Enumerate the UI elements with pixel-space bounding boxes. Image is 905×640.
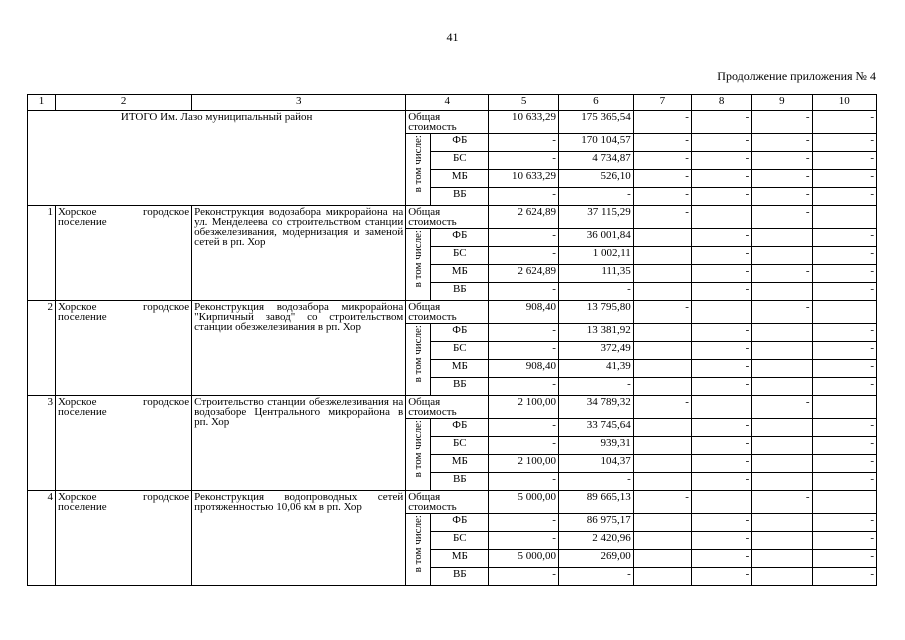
source-label: БС	[431, 437, 489, 455]
including-label	[406, 419, 431, 491]
appendix-caption: Продолжение приложения № 4	[717, 69, 876, 83]
value-cell-c10: -	[812, 342, 877, 360]
value-cell-c7: -	[633, 111, 691, 134]
source-label: МБ	[431, 550, 489, 568]
page-number: 41	[446, 30, 459, 44]
value-cell-c10: -	[812, 455, 877, 473]
value-cell-c7	[633, 473, 691, 491]
value-cell-c10: -	[812, 247, 877, 265]
value-cell-c6: -	[558, 378, 633, 396]
municipality: Хорское городское поселение	[56, 396, 192, 491]
value-cell-c5: 10 633,29	[489, 170, 559, 188]
value-cell-c5: 908,40	[489, 360, 559, 378]
value-cell-c10	[812, 491, 877, 514]
value-cell-c5: -	[489, 229, 559, 247]
header-cell: 7	[633, 95, 691, 111]
value-cell-c8: -	[691, 419, 751, 437]
value-cell-c9: -	[752, 206, 812, 229]
value-cell-c6: 372,49	[558, 342, 633, 360]
value-cell-c6: 34 789,32	[558, 396, 633, 419]
value-cell-c6: 33 745,64	[558, 419, 633, 437]
value-cell-c7	[633, 265, 691, 283]
value-cell-c7: -	[633, 396, 691, 419]
value-cell-c5: -	[489, 437, 559, 455]
header-cell: 5	[489, 95, 559, 111]
value-cell-c5: 2 100,00	[489, 455, 559, 473]
value-cell-c6: -	[558, 473, 633, 491]
value-cell-c6: 170 104,57	[558, 134, 633, 152]
value-cell-c9	[752, 283, 812, 301]
value-cell-c8	[691, 396, 751, 419]
value-cell-c6: 89 665,13	[558, 491, 633, 514]
value-cell-c5: 5 000,00	[489, 491, 559, 514]
header-cell: 10	[812, 95, 877, 111]
value-cell-c8: -	[691, 378, 751, 396]
item-number: 2	[28, 301, 56, 396]
value-cell-c9: -	[752, 396, 812, 419]
including-text: в том числе:	[412, 515, 425, 573]
value-cell-c6: 37 115,29	[558, 206, 633, 229]
value-cell-c10: -	[812, 229, 877, 247]
source-label: ВБ	[431, 473, 489, 491]
value-cell-c10: -	[812, 170, 877, 188]
value-cell-c9: -	[752, 134, 812, 152]
value-cell-c7	[633, 550, 691, 568]
header-cell: 6	[558, 95, 633, 111]
value-cell-c8: -	[691, 455, 751, 473]
value-cell-c10: -	[812, 152, 877, 170]
source-label: ВБ	[431, 568, 489, 586]
value-cell-c10: -	[812, 378, 877, 396]
item-row	[28, 491, 877, 514]
value-cell-c6: 939,31	[558, 437, 633, 455]
value-cell-c10: -	[812, 265, 877, 283]
value-cell-c9	[752, 550, 812, 568]
value-cell-c10	[812, 206, 877, 229]
value-cell-c8: -	[691, 568, 751, 586]
source-label: ВБ	[431, 378, 489, 396]
value-cell-c5: -	[489, 283, 559, 301]
item-row	[28, 206, 877, 229]
value-cell-c7: -	[633, 170, 691, 188]
value-cell-c5: -	[489, 134, 559, 152]
value-cell-c7	[633, 324, 691, 342]
value-cell-c9: -	[752, 170, 812, 188]
including-label	[406, 229, 431, 301]
value-cell-c5: -	[489, 568, 559, 586]
value-cell-c7	[633, 532, 691, 550]
header-cell: 8	[691, 95, 751, 111]
value-cell-c6: 86 975,17	[558, 514, 633, 532]
value-cell-c6: 1 002,11	[558, 247, 633, 265]
cost-label: Общая стоимость	[406, 111, 489, 134]
value-cell-c7: -	[633, 206, 691, 229]
value-cell-c5: -	[489, 247, 559, 265]
value-cell-c9: -	[752, 491, 812, 514]
including-text: в том числе:	[412, 135, 425, 193]
source-label: ВБ	[431, 283, 489, 301]
value-cell-c7	[633, 360, 691, 378]
value-cell-c6: 4 734,87	[558, 152, 633, 170]
source-label: ВБ	[431, 188, 489, 206]
object-name: Реконструкция водопроводных сетей протяженностью 10,06 км в рп. Хор	[192, 491, 406, 586]
value-cell-c6: 175 365,54	[558, 111, 633, 134]
including-text: в том числе:	[412, 325, 425, 383]
value-cell-c8: -	[691, 229, 751, 247]
value-cell-c9: -	[752, 111, 812, 134]
value-cell-c9	[752, 360, 812, 378]
source-label: МБ	[431, 265, 489, 283]
object-name: Реконструкция водозабора микрорайона на ул. Менделеева со строительством станции обезжелезивания, модернизация и заменой сетей в рп. Хор	[192, 206, 406, 301]
value-cell-c8: -	[691, 283, 751, 301]
value-cell-c7: -	[633, 134, 691, 152]
value-cell-c6: 269,00	[558, 550, 633, 568]
cost-label: Общая стоимость	[406, 206, 489, 229]
cost-label: Общая стоимость	[406, 396, 489, 419]
value-cell-c6: -	[558, 283, 633, 301]
value-cell-c10: -	[812, 188, 877, 206]
value-cell-c8: -	[691, 550, 751, 568]
value-cell-c9: -	[752, 152, 812, 170]
value-cell-c10: -	[812, 437, 877, 455]
value-cell-c9: -	[752, 265, 812, 283]
value-cell-c5: -	[489, 152, 559, 170]
source-label: ФБ	[431, 514, 489, 532]
value-cell-c6: 41,39	[558, 360, 633, 378]
value-cell-c7	[633, 455, 691, 473]
value-cell-c9	[752, 473, 812, 491]
header-cell: 1	[28, 95, 56, 111]
value-cell-c7	[633, 229, 691, 247]
value-cell-c6: 13 381,92	[558, 324, 633, 342]
source-label: ФБ	[431, 229, 489, 247]
value-cell-c10: -	[812, 473, 877, 491]
value-cell-c10: -	[812, 134, 877, 152]
total-label: ИТОГО Им. Лазо муниципальный район	[28, 111, 406, 206]
value-cell-c9	[752, 568, 812, 586]
including-label	[406, 514, 431, 586]
value-cell-c10: -	[812, 514, 877, 532]
value-cell-c6: 36 001,84	[558, 229, 633, 247]
value-cell-c5: -	[489, 188, 559, 206]
value-cell-c7: -	[633, 188, 691, 206]
cost-label: Общая стоимость	[406, 301, 489, 324]
value-cell-c7: -	[633, 301, 691, 324]
item-row	[28, 301, 877, 324]
value-cell-c7	[633, 437, 691, 455]
value-cell-c6: 13 795,80	[558, 301, 633, 324]
item-number: 3	[28, 396, 56, 491]
source-label: МБ	[431, 170, 489, 188]
value-cell-c6: -	[558, 568, 633, 586]
source-label: ФБ	[431, 134, 489, 152]
value-cell-c10: -	[812, 419, 877, 437]
object-name: Строительство станции обезжелезивания на водозаборе Центрального микрорайона в рп. Хор	[192, 396, 406, 491]
value-cell-c8: -	[691, 265, 751, 283]
including-label	[406, 134, 431, 206]
value-cell-c8: -	[691, 170, 751, 188]
value-cell-c9	[752, 378, 812, 396]
value-cell-c9	[752, 455, 812, 473]
total-row	[28, 111, 877, 134]
value-cell-c5: 2 624,89	[489, 206, 559, 229]
value-cell-c9	[752, 342, 812, 360]
value-cell-c5: 2 100,00	[489, 396, 559, 419]
item-number: 4	[28, 491, 56, 586]
header-cell: 4	[406, 95, 489, 111]
value-cell-c5: 10 633,29	[489, 111, 559, 134]
value-cell-c8	[691, 206, 751, 229]
cost-label: Общая стоимость	[406, 491, 489, 514]
value-cell-c5: -	[489, 378, 559, 396]
header-cell: 2	[56, 95, 192, 111]
value-cell-c5: -	[489, 514, 559, 532]
value-cell-c9	[752, 419, 812, 437]
value-cell-c8: -	[691, 152, 751, 170]
value-cell-c8: -	[691, 188, 751, 206]
header-cell: 9	[752, 95, 812, 111]
object-name: Реконструкция водозабора микрорайона "Кирпичный завод" со строительством станции обезжелезивания в рп. Хор	[192, 301, 406, 396]
value-cell-c10: -	[812, 568, 877, 586]
value-cell-c9: -	[752, 301, 812, 324]
program-table	[27, 94, 877, 586]
value-cell-c9	[752, 514, 812, 532]
value-cell-c6: 526,10	[558, 170, 633, 188]
value-cell-c7	[633, 283, 691, 301]
value-cell-c8: -	[691, 514, 751, 532]
value-cell-c8: -	[691, 111, 751, 134]
value-cell-c5: 908,40	[489, 301, 559, 324]
value-cell-c8: -	[691, 532, 751, 550]
value-cell-c6: 104,37	[558, 455, 633, 473]
value-cell-c8: -	[691, 324, 751, 342]
item-row	[28, 396, 877, 419]
value-cell-c5: -	[489, 324, 559, 342]
value-cell-c7	[633, 568, 691, 586]
including-text: в том числе:	[412, 420, 425, 478]
value-cell-c10	[812, 396, 877, 419]
source-label: ФБ	[431, 324, 489, 342]
value-cell-c10: -	[812, 550, 877, 568]
value-cell-c8: -	[691, 342, 751, 360]
value-cell-c9	[752, 229, 812, 247]
value-cell-c8: -	[691, 247, 751, 265]
value-cell-c10	[812, 301, 877, 324]
item-number: 1	[28, 206, 56, 301]
value-cell-c5: 5 000,00	[489, 550, 559, 568]
value-cell-c10: -	[812, 324, 877, 342]
value-cell-c10: -	[812, 283, 877, 301]
source-label: БС	[431, 342, 489, 360]
value-cell-c8	[691, 491, 751, 514]
header-cell: 3	[192, 95, 406, 111]
value-cell-c7: -	[633, 152, 691, 170]
source-label: МБ	[431, 455, 489, 473]
value-cell-c7	[633, 378, 691, 396]
source-label: БС	[431, 247, 489, 265]
value-cell-c9: -	[752, 188, 812, 206]
source-label: БС	[431, 152, 489, 170]
value-cell-c10: -	[812, 532, 877, 550]
value-cell-c9	[752, 532, 812, 550]
including-label	[406, 324, 431, 396]
value-cell-c6: -	[558, 188, 633, 206]
source-label: ФБ	[431, 419, 489, 437]
value-cell-c7: -	[633, 491, 691, 514]
header-row	[28, 95, 877, 111]
value-cell-c8: -	[691, 134, 751, 152]
value-cell-c7	[633, 247, 691, 265]
value-cell-c8: -	[691, 437, 751, 455]
value-cell-c7	[633, 419, 691, 437]
value-cell-c5: -	[489, 419, 559, 437]
value-cell-c5: -	[489, 532, 559, 550]
value-cell-c10: -	[812, 360, 877, 378]
source-label: МБ	[431, 360, 489, 378]
municipality: Хорское городское поселение	[56, 301, 192, 396]
value-cell-c8: -	[691, 473, 751, 491]
source-label: БС	[431, 532, 489, 550]
value-cell-c10: -	[812, 111, 877, 134]
value-cell-c5: 2 624,89	[489, 265, 559, 283]
value-cell-c5: -	[489, 342, 559, 360]
value-cell-c9	[752, 324, 812, 342]
municipality: Хорское городское поселение	[56, 206, 192, 301]
value-cell-c9	[752, 247, 812, 265]
municipality: Хорское городское поселение	[56, 491, 192, 586]
value-cell-c6: 2 420,96	[558, 532, 633, 550]
value-cell-c9	[752, 437, 812, 455]
value-cell-c8: -	[691, 360, 751, 378]
value-cell-c8	[691, 301, 751, 324]
value-cell-c5: -	[489, 473, 559, 491]
value-cell-c7	[633, 342, 691, 360]
value-cell-c7	[633, 514, 691, 532]
value-cell-c6: 111,35	[558, 265, 633, 283]
including-text: в том числе:	[412, 230, 425, 288]
